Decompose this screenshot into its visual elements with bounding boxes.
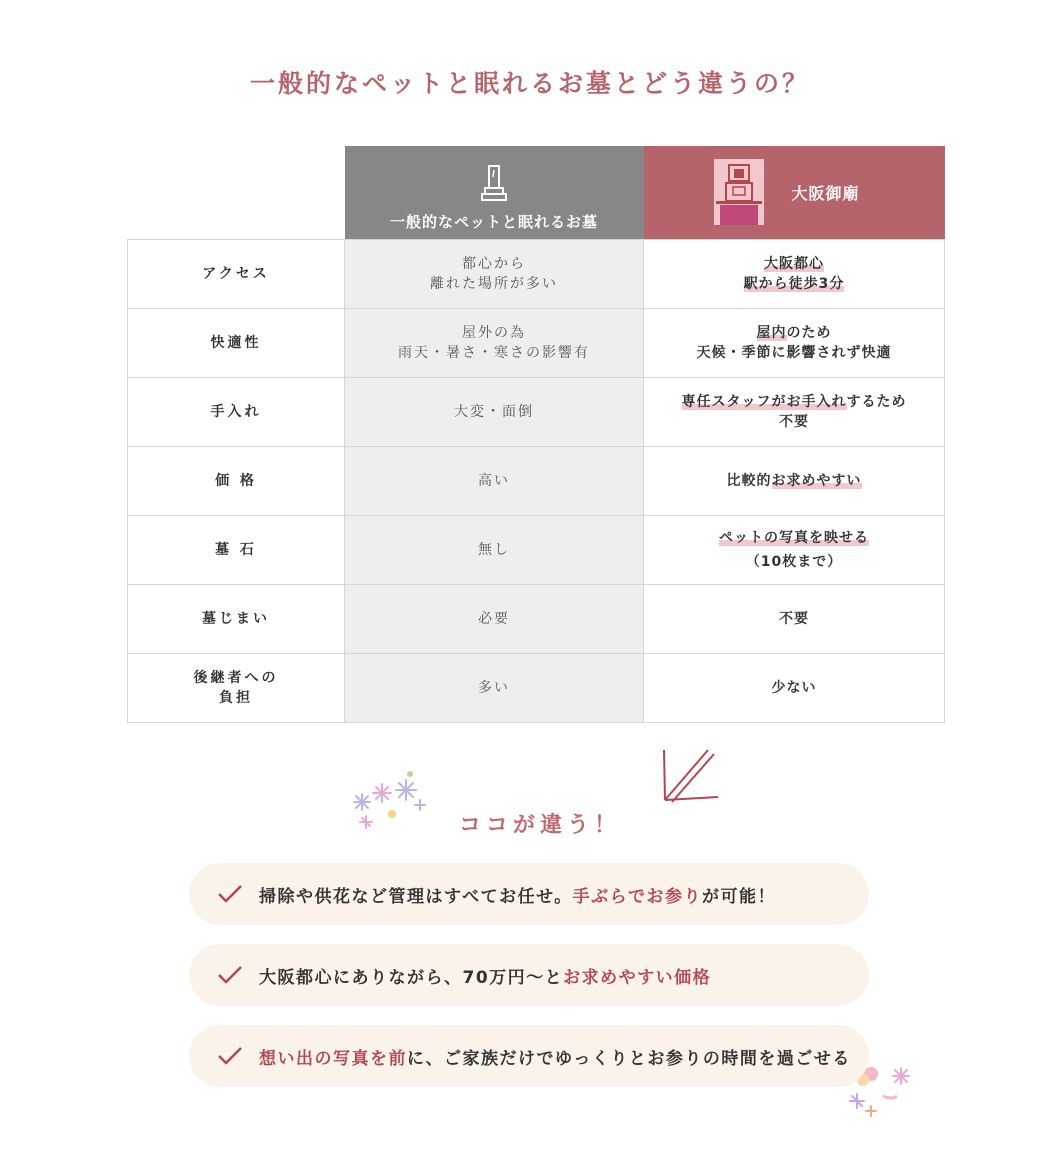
row-label-price: 価 格 [128,446,345,515]
osaka-comfort-cell: 屋内のため 天候・季節に影響されず快適 [644,308,945,377]
general-comfort-cell: 屋外の為 雨天・暑さ・寒さの影響有 [345,308,644,377]
general-care-cell: 大変・面倒 [345,377,644,446]
general-closing-cell: 必要 [345,584,644,653]
osaka-gravestone-cell: ペットの写真を映せる （10枚まで） [644,515,945,584]
feature-point [189,863,869,925]
osaka-access-cell: 大阪都心 駅から徒歩3分 [644,239,945,308]
osaka-closing-cell: 不要 [644,584,945,653]
feature-text: 想い出の写真を前に、ご家族だけでゆっくりとお参りの時間を過ごせる [259,1048,851,1069]
table-row [128,584,945,653]
table-row [128,653,945,722]
feature-point [189,1025,869,1087]
gravestone-icon [481,165,507,201]
feature-text: 掃除や供花など管理はすべてお任せ。手ぶらでお参りが可能！ [259,886,776,907]
osaka-care-cell: 専任スタッフがお手入れするため 不要 [644,377,945,446]
row-label-access: アクセス [128,239,345,308]
column-header-osaka [644,146,945,239]
osaka-successor-cell: 少ない [644,653,945,722]
general-price-cell: 高い [345,446,644,515]
column-header-general [345,146,644,239]
comparison-table [127,146,945,723]
page-title: 一般的なペットと眠れるお墓とどう違うの？ [249,69,810,98]
check-icon [217,884,243,904]
general-access-cell: 都心から 離れた場所が多い [345,239,644,308]
table-row [128,239,945,308]
feature-point [189,944,869,1006]
column-header-general-label: 一般的なペットと眠れるお墓 [389,212,598,231]
row-label-closing: 墓じまい [128,584,345,653]
check-icon [217,965,243,985]
row-label-successor: 後継者への 負担 [128,653,345,722]
table-row [128,377,945,446]
altar-icon [714,159,764,225]
row-label-gravestone: 墓 石 [128,515,345,584]
general-gravestone-cell: 無し [345,515,644,584]
section-subtitle: ココが違う！ [458,813,621,838]
column-header-osaka-label: 大阪御廟 [791,183,860,203]
table-row [128,515,945,584]
table-row [128,308,945,377]
row-label-comfort: 快適性 [128,308,345,377]
check-icon [217,1046,243,1066]
table-corner [128,146,345,239]
row-label-care: 手入れ [128,377,345,446]
arrow-decoration-icon [660,748,722,810]
feature-text: 大阪都心にありながら、70万円～とお求めやすい価格 [259,967,712,988]
general-successor-cell: 多い [345,653,644,722]
osaka-price-cell: 比較的お求めやすい [644,446,945,515]
table-row [128,446,945,515]
